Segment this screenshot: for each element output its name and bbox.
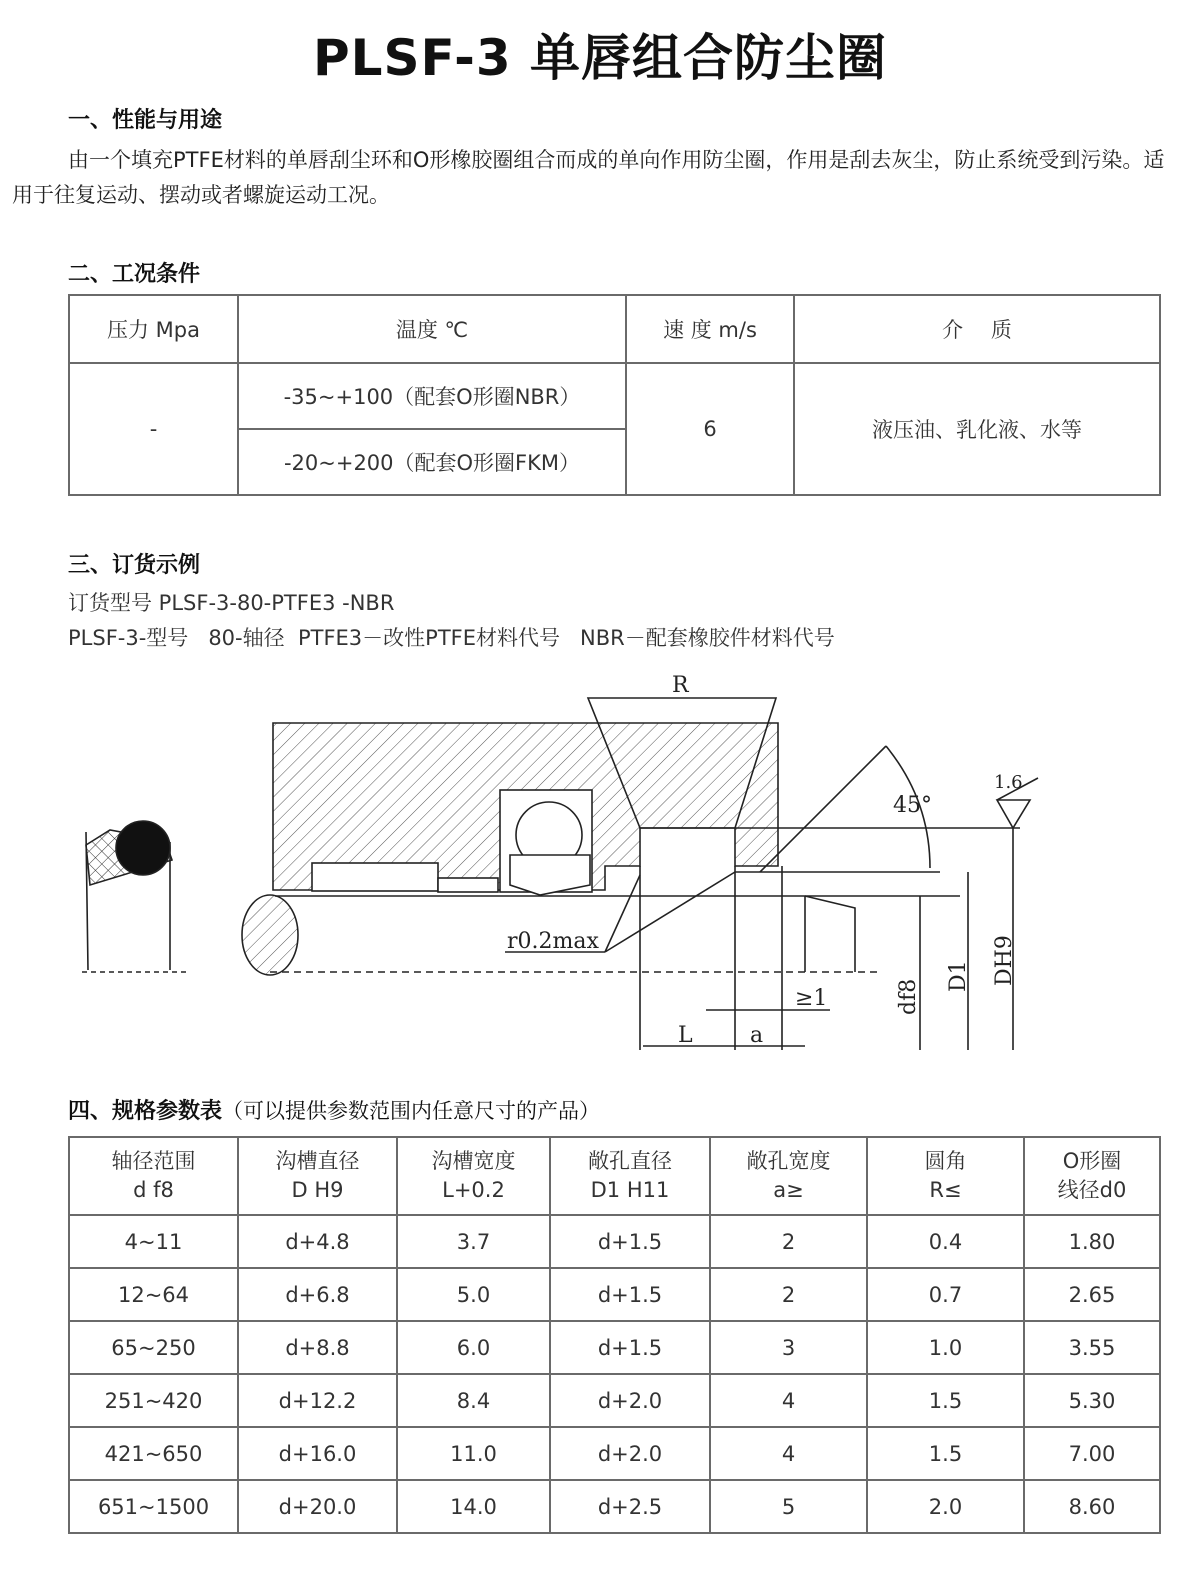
table-row: [69, 1321, 1160, 1374]
table-cell: 8.60: [1024, 1480, 1160, 1533]
section4-note: （可以提供参数范围内任意尺寸的产品）: [222, 1099, 601, 1123]
section1-heading: 一、性能与用途: [68, 108, 223, 133]
table-cell: 2.65: [1024, 1268, 1160, 1321]
table-cell: 4~11: [69, 1215, 238, 1268]
table-row: [69, 1374, 1160, 1427]
table-cell: 65~250: [69, 1321, 238, 1374]
order-model-line: 订货型号 PLSF-3-80-PTFE3 -NBR: [68, 591, 395, 615]
table-cell: 421~650: [69, 1427, 238, 1480]
table-cell: 0.7: [867, 1268, 1024, 1321]
spec-header: 轴径范围 d f8: [69, 1137, 238, 1215]
table-cell: d+20.0: [238, 1480, 397, 1533]
table-cell: d+4.8: [238, 1215, 397, 1268]
header-speed: 速 度 m/s: [626, 295, 794, 363]
table-cell: 1.5: [867, 1374, 1024, 1427]
table-cell: 1.80: [1024, 1215, 1160, 1268]
label-dh9: DH9: [992, 935, 1017, 986]
shaft-section: [242, 895, 298, 975]
table-cell: 2: [710, 1215, 867, 1268]
table-cell: 2: [710, 1268, 867, 1321]
table-cell: d+2.5: [550, 1480, 710, 1533]
angle-leader: [760, 746, 886, 872]
table-cell: d+2.0: [550, 1374, 710, 1427]
label-roughness: 1.6: [994, 772, 1023, 793]
table-cell: 3: [710, 1321, 867, 1374]
table-cell: 3.7: [397, 1215, 550, 1268]
o-ring-section: [116, 821, 170, 875]
table-cell: 0.4: [867, 1215, 1024, 1268]
table-cell: 651~1500: [69, 1480, 238, 1533]
table-cell: 1.0: [867, 1321, 1024, 1374]
table-cell: 12~64: [69, 1268, 238, 1321]
table-cell: 5.0: [397, 1268, 550, 1321]
section2-heading: 二、工况条件: [68, 262, 201, 287]
table-cell: 5: [710, 1480, 867, 1533]
label-r: R: [672, 673, 689, 698]
label-angle: 45°: [893, 793, 932, 818]
label-radius: r0.2max: [507, 929, 599, 954]
section3-heading: 三、订货示例: [68, 553, 201, 578]
spec-header: 敞孔宽度 a≥: [710, 1137, 867, 1215]
table-cell: d+12.2: [238, 1374, 397, 1427]
order-code-explanation: PLSF-3-型号 80-轴径 PTFE3－改性PTFE材料代号 NBR－配套橡胶件材料代号: [68, 626, 835, 650]
table-cell: d+8.8: [238, 1321, 397, 1374]
label-gap: ≥1: [795, 986, 828, 1011]
seal-base: [312, 863, 438, 891]
table-cell: d+6.8: [238, 1268, 397, 1321]
table-cell: d+1.5: [550, 1321, 710, 1374]
table-cell: d+1.5: [550, 1268, 710, 1321]
table-cell: 5.30: [1024, 1374, 1160, 1427]
table-cell: 8.4: [397, 1374, 550, 1427]
table-cell: d+16.0: [238, 1427, 397, 1480]
speed-value: 6: [626, 363, 794, 495]
spec-header: 沟槽直径 D H9: [238, 1137, 397, 1215]
temperature-nbr: -35~+100（配套O形圈NBR）: [238, 363, 626, 429]
page-title: PLSF-3 单唇组合防尘圈: [312, 29, 888, 87]
spec-header: 敞孔直径 D1 H11: [550, 1137, 710, 1215]
spec-table: [68, 1136, 1161, 1534]
table-row: [69, 1268, 1160, 1321]
label-l: L: [678, 1023, 693, 1048]
table-cell: 7.00: [1024, 1427, 1160, 1480]
header-medium: 介 质: [794, 295, 1160, 363]
label-df8: df8: [896, 978, 921, 1015]
installation-diagram: [0, 660, 1200, 1080]
section1-paragraph: [12, 143, 1172, 213]
table-cell: 1.5: [867, 1427, 1024, 1480]
label-a: a: [750, 1023, 764, 1048]
table-cell: 14.0: [397, 1480, 550, 1533]
table-cell: d+1.5: [550, 1215, 710, 1268]
shaft-chamfer: [805, 896, 855, 972]
table-row: [69, 1215, 1160, 1268]
table-row: [69, 1427, 1160, 1480]
table-cell: d+2.0: [550, 1427, 710, 1480]
medium-value: 液压油、乳化液、水等: [794, 363, 1160, 495]
spec-header: O形圈 线径d0: [1024, 1137, 1160, 1215]
section1-text: 由一个填充PTFE材料的单唇刮尘环和O形橡胶圈组合而成的单向作用防尘圈，作用是刮去灰尘，防止系统受到污染。适用于往复运动、摆动或者螺旋运动工况。: [12, 148, 1165, 207]
table-cell: 3.55: [1024, 1321, 1160, 1374]
spec-header: 圆角 R≤: [867, 1137, 1024, 1215]
spec-header: 沟槽宽度 L+0.2: [397, 1137, 550, 1215]
temperature-fkm: -20~+200（配套O形圈FKM）: [238, 429, 626, 495]
header-pressure: 压力 Mpa: [69, 295, 238, 363]
header-temperature: 温度 ℃: [238, 295, 626, 363]
seal-heel: [438, 878, 498, 892]
table-cell: 2.0: [867, 1480, 1024, 1533]
table-cell: 4: [710, 1427, 867, 1480]
table-cell: 11.0: [397, 1427, 550, 1480]
table-cell: 251~420: [69, 1374, 238, 1427]
pressure-value: -: [69, 363, 238, 495]
conditions-table: [68, 294, 1161, 496]
section4-heading: [68, 1094, 600, 1125]
table-cell: 4: [710, 1374, 867, 1427]
section4-title: 四、规格参数表: [68, 1099, 223, 1124]
table-row: [69, 1480, 1160, 1533]
label-d1: D1: [946, 960, 971, 992]
radius-leader: [605, 872, 735, 952]
table-cell: 6.0: [397, 1321, 550, 1374]
